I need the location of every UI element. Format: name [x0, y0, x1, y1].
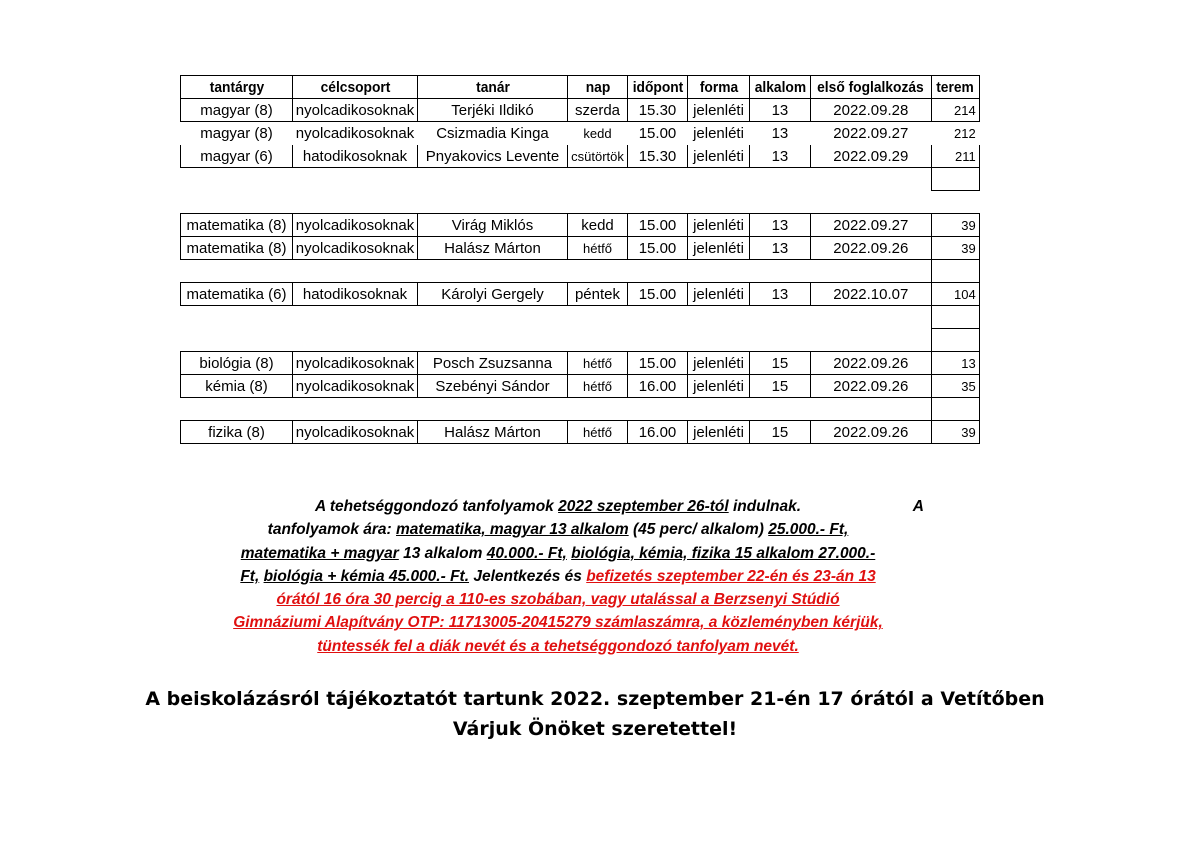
cell-time: 15.30	[628, 99, 688, 122]
cell-day: kedd	[583, 125, 612, 141]
cell-sessions: 15	[750, 375, 811, 398]
cell-teacher: Szebényi Sándor	[418, 375, 568, 398]
cell-subject: matematika (8)	[181, 237, 293, 260]
empty-room-cell	[931, 306, 979, 329]
table-row	[181, 375, 980, 398]
cell-room: 39	[931, 214, 979, 237]
cell-sessions: 13	[750, 99, 811, 122]
cell-first-session: 2022.09.28	[810, 99, 931, 122]
table-row	[181, 122, 980, 145]
cell-teacher: Halász Márton	[418, 421, 568, 444]
column-header: első foglalkozás	[815, 76, 926, 99]
table-row	[181, 421, 980, 444]
table-spacer-row	[181, 168, 980, 191]
empty-room-cell	[931, 398, 979, 421]
cell-time: 16.00	[628, 421, 688, 444]
start-date-text: 2022 szeptember 26-tól	[558, 498, 729, 515]
table-row	[181, 283, 980, 306]
cell-group: nyolcadikosoknak	[293, 237, 418, 260]
cell-time: 15.00	[628, 283, 688, 306]
cell-sessions: 13	[771, 124, 789, 142]
table-row	[181, 99, 980, 122]
cell-form: jelenléti	[688, 421, 750, 444]
info-text: (45 perc/ alkalom)	[628, 521, 769, 539]
cell-first-session: 2022.09.29	[810, 145, 931, 168]
cell-form: jelenléti	[688, 99, 750, 122]
table-header-row	[181, 76, 980, 99]
cell-teacher: Károlyi Gergely	[418, 283, 568, 306]
cell-group: nyolcadikosoknak	[293, 375, 418, 398]
cell-group: nyolcadikosoknak	[293, 214, 418, 237]
empty-room-cell	[931, 168, 979, 191]
cell-teacher: Virág Miklós	[418, 214, 568, 237]
cell-time: 15.00	[638, 124, 677, 142]
cell-sessions: 13	[750, 237, 811, 260]
info-line-1	[178, 495, 938, 518]
table-spacer-row	[181, 191, 980, 214]
course-info-paragraph	[178, 495, 938, 658]
cell-first-session: 2022.09.26	[810, 237, 931, 260]
info-line-7: tüntessék fel a diák nevét és a tehetséggondozó tanfolyam nevét.	[317, 637, 799, 655]
cell-time: 15.00	[628, 214, 688, 237]
cell-first-session: 2022.09.26	[810, 352, 931, 375]
cell-subject: matematika (6)	[181, 283, 293, 306]
cell-time: 16.00	[628, 375, 688, 398]
cell-time: 15.00	[628, 352, 688, 375]
cell-time: 15.00	[628, 237, 688, 260]
cell-day: hétfő	[568, 352, 628, 375]
cell-subject: biológia (8)	[181, 352, 293, 375]
cell-room: 13	[931, 352, 979, 375]
table-row	[181, 214, 980, 237]
info-line-4	[178, 565, 938, 588]
cell-group: nyolcadikosoknak	[293, 352, 418, 375]
info-text: 13 alkalom	[398, 544, 487, 562]
table-spacer-row	[181, 306, 980, 329]
cell-form: jelenléti	[693, 124, 744, 142]
cell-form: jelenléti	[688, 283, 750, 306]
info-line-3	[178, 542, 938, 565]
cell-first-session: 2022.09.26	[810, 375, 931, 398]
announcement-line-2: Várjuk Önöket szeretettel!	[452, 718, 738, 740]
cell-form: jelenléti	[688, 352, 750, 375]
announcement-line-1: A beiskolázásról tájékoztatót tartunk 2022. szeptember 21-én 17 órától a Vetítőben	[145, 688, 1045, 710]
column-header: időpont	[630, 76, 685, 99]
cell-room: 39	[931, 237, 979, 260]
cell-group: hatodikosoknak	[293, 145, 418, 168]
cell-subject: fizika (8)	[181, 421, 293, 444]
cell-first-session: 2022.10.07	[810, 283, 931, 306]
table-row	[181, 352, 980, 375]
cell-room: 39	[931, 421, 979, 444]
info-text: A tehetséggondozó tanfolyamok	[314, 498, 559, 515]
cell-teacher: Csizmadia Kinga	[436, 124, 549, 142]
cell-room: 211	[931, 145, 979, 168]
cell-group: nyolcadikosoknak	[293, 421, 418, 444]
column-header: terem	[933, 76, 977, 99]
cell-subject: kémia (8)	[181, 375, 293, 398]
cell-group: hatodikosoknak	[293, 283, 418, 306]
table-spacer-row	[181, 398, 980, 421]
info-line-2	[178, 518, 938, 541]
cell-sessions: 13	[750, 145, 811, 168]
column-header: alkalom	[752, 76, 808, 99]
cell-first-session: 2022.09.27	[833, 124, 909, 142]
cell-group: nyolcadikosoknak	[293, 99, 418, 122]
price-text: Ft,	[240, 567, 260, 585]
column-header: célcsoport	[298, 76, 413, 99]
column-header: tanár	[424, 76, 562, 99]
cell-teacher: Terjéki Ildikó	[418, 99, 568, 122]
column-header: nap	[570, 76, 625, 99]
payment-text: befizetés szeptember 22-én és 23-án 13	[586, 567, 876, 585]
empty-room-cell	[931, 329, 979, 352]
cell-day: kedd	[568, 214, 628, 237]
info-line-5: órától 16 óra 30 percig a 110-es szobában, vagy utalással a Berzsenyi Stúdió	[276, 591, 840, 609]
cell-day: hétfő	[568, 375, 628, 398]
column-header: forma	[690, 76, 747, 99]
cell-day: csütörtök	[568, 145, 628, 168]
price-text: matematika, magyar 13 alkalom	[396, 521, 629, 539]
price-text: 40.000.- Ft,	[486, 544, 567, 562]
cell-day: hétfő	[568, 421, 628, 444]
info-text: tanfolyamok ára:	[267, 521, 397, 539]
cell-day: hétfő	[568, 237, 628, 260]
cell-room: 212	[954, 125, 976, 141]
price-text: matematika + magyar	[240, 544, 399, 562]
cell-teacher: Halász Márton	[418, 237, 568, 260]
cell-subject: magyar (8)	[181, 99, 293, 122]
cell-form: jelenléti	[688, 145, 750, 168]
cell-first-session: 2022.09.26	[810, 421, 931, 444]
info-line-6: Gimnáziumi Alapítvány OTP: 11713005-20415279 számlaszámra, a közleményben kérjük,	[233, 614, 883, 632]
info-text: Jelentkezés és	[469, 567, 587, 585]
cell-room: 214	[931, 99, 979, 122]
cell-teacher: Pnyakovics Levente	[418, 145, 568, 168]
cell-first-session: 2022.09.27	[810, 214, 931, 237]
table-row	[181, 145, 980, 168]
cell-form: jelenléti	[688, 237, 750, 260]
empty-room-cell	[931, 260, 979, 283]
info-text: A	[912, 498, 924, 515]
announcement	[100, 684, 1090, 744]
info-text: indulnak.	[728, 498, 802, 515]
table-row	[181, 237, 980, 260]
cell-subject: magyar (8)	[200, 124, 273, 142]
cell-subject: magyar (6)	[181, 145, 293, 168]
cell-day: szerda	[568, 99, 628, 122]
cell-form: jelenléti	[688, 375, 750, 398]
column-header: tantárgy	[185, 76, 288, 99]
price-text: biológia, kémia, fizika 15 alkalom 27.000.-	[571, 544, 876, 562]
cell-time: 15.30	[628, 145, 688, 168]
cell-room: 104	[931, 283, 979, 306]
cell-group: nyolcadikosoknak	[295, 124, 415, 142]
cell-subject: matematika (8)	[181, 214, 293, 237]
course-schedule-table	[180, 75, 980, 444]
cell-sessions: 15	[750, 421, 811, 444]
price-text: 25.000.- Ft,	[768, 521, 849, 539]
table-spacer-row	[181, 260, 980, 283]
table-spacer-row	[181, 329, 980, 352]
price-text: biológia + kémia 45.000.- Ft.	[263, 567, 470, 585]
cell-room: 35	[931, 375, 979, 398]
cell-sessions: 15	[750, 352, 811, 375]
cell-day: péntek	[568, 283, 628, 306]
cell-sessions: 13	[750, 283, 811, 306]
cell-teacher: Posch Zsuzsanna	[418, 352, 568, 375]
cell-sessions: 13	[750, 214, 811, 237]
cell-form: jelenléti	[688, 214, 750, 237]
